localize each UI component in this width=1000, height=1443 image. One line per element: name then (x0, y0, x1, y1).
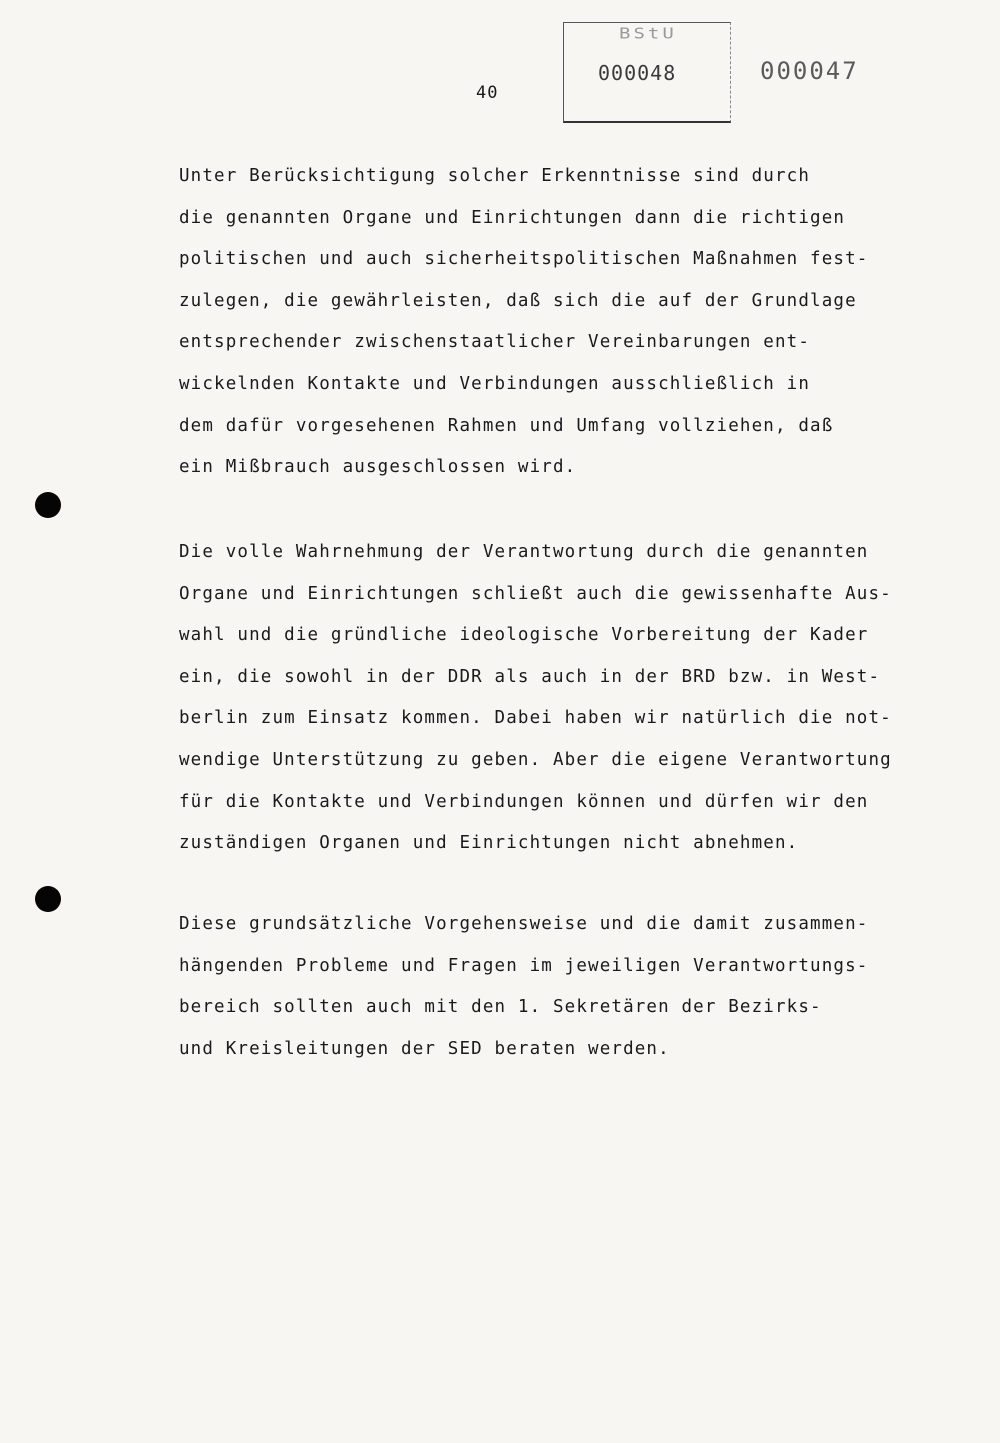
paragraph-3 (179, 904, 868, 1070)
text-line: ein Mißbrauch ausgeschlossen wird. (179, 457, 577, 478)
text-line: zuständigen Organen und Einrichtungen nicht abnehmen. (179, 833, 799, 854)
text-line: die genannten Organe und Einrichtungen dann die richtigen (179, 207, 846, 228)
text-line: und Kreisleitungen der SED beraten werden. (179, 1038, 670, 1059)
text-line: dem dafür vorgesehenen Rahmen und Umfang vollziehen, daß (179, 415, 834, 436)
stamp-number: 000048 (598, 61, 677, 85)
text-line: Diese grundsätzliche Vorgehensweise und die damit zusammen- (179, 914, 869, 934)
text-line: zulegen, die gewährleisten, daß sich die auf der Grundlage (179, 290, 857, 311)
paragraph-2 (179, 532, 892, 865)
text-line: ein, die sowohl in der DDR als auch in der BRD bzw. in West- (179, 666, 881, 687)
archive-page-number: 000047 (760, 57, 859, 85)
text-line: Unter Berücksichtigung solcher Erkenntnisse sind durch (179, 166, 811, 186)
punch-hole-top (35, 492, 61, 518)
text-line: Die volle Wahrnehmung der Verantwortung durch die genannten (179, 542, 869, 562)
text-line: wendige Unterstützung zu geben. Aber die eigene Verantwortung (179, 749, 892, 770)
text-line: politischen und auch sicherheitspolitischen Maßnahmen fest- (179, 249, 869, 270)
text-line: bereich sollten auch mit den 1. Sekretären der Bezirks- (179, 997, 822, 1018)
text-line: für die Kontakte und Verbindungen können und dürfen wir den (179, 791, 869, 812)
page-number: 40 (476, 83, 499, 103)
text-line: entsprechender zwischenstaatlicher Vereinbarungen ent- (179, 332, 811, 353)
paragraph-1 (179, 156, 868, 489)
archive-stamp-box (563, 22, 731, 123)
text-line: wickelnden Kontakte und Verbindungen ausschließlich in (179, 373, 811, 394)
stamp-agency-label: BStU (619, 25, 677, 43)
text-line: hängenden Probleme und Fragen im jeweiligen Verantwortungs- (179, 955, 869, 976)
text-line: wahl und die gründliche ideologische Vorbereitung der Kader (179, 625, 869, 646)
text-line: Organe und Einrichtungen schließt auch die gewissenhafte Aus- (179, 583, 892, 604)
punch-hole-bottom (35, 886, 61, 912)
text-line: berlin zum Einsatz kommen. Dabei haben wir natürlich die not- (179, 708, 892, 729)
